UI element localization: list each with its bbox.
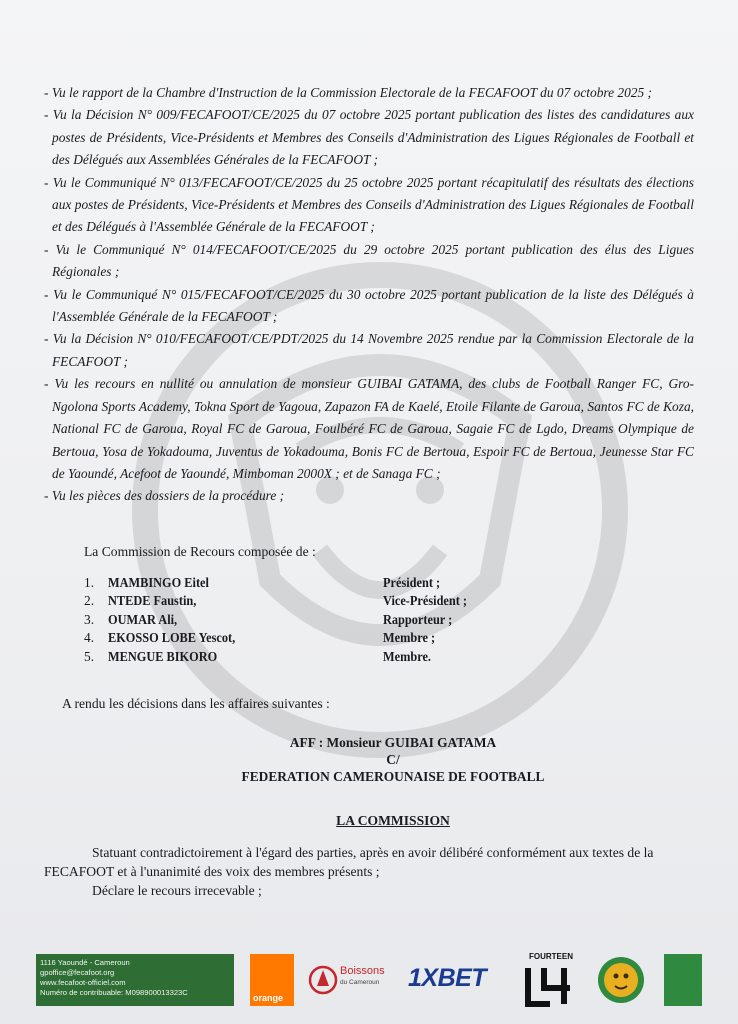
address-line: www.fecafoot-officiel.com [40, 978, 126, 987]
1xbet-logo: 1XBET [408, 964, 487, 992]
vus-list [44, 82, 694, 508]
fourteen-emblem-icon [520, 964, 582, 1008]
rendu-statement: A rendu les décisions dans les affaires suivantes : [62, 696, 330, 712]
affaire-versus: C/ [386, 752, 400, 768]
affaire-heading [92, 734, 694, 785]
member-name: MAMBINGO Eitel [108, 574, 209, 590]
orange-logo [250, 954, 294, 1006]
footer-sponsors [0, 950, 738, 1010]
member-name: EKOSSO LOBE Yescot, [108, 630, 236, 646]
vu-item: - Vu la Décision N° 009/FECAFOOT/CE/2025 du 07 octobre 2025 portant publication des listes des candidatures aux postes de Présidents, Vice-Présidents et Membres des Conseils d'Administration des Ligues Régionales de Football et des Délégués aux Assemblées Générales de la FECAFOOT ; [44, 104, 694, 171]
affaire-defendant: FEDERATION CAMEROUNAISE DE FOOTBALL [241, 769, 545, 785]
vu-item: - Vu le Communiqué N° 014/FECAFOOT/CE/2025 du 29 octobre 2025 portant publication des élus des Ligues Régionales ; [44, 239, 694, 284]
statuant-paragraph [44, 843, 694, 881]
declare-statement: Déclare le recours irrecevable ; [92, 883, 262, 899]
commission-intro: La Commission de Recours composée de : [84, 543, 316, 559]
member-number: 1. [84, 574, 95, 590]
orange-logo-text: orange [253, 993, 284, 1003]
boissons-logo [306, 954, 398, 1006]
vu-item: - Vu la Décision N° 010/FECAFOOT/CE/PDT/2025 du 14 Novembre 2025 rendue par la Commission Electorale de la FECAFOOT ; [44, 328, 694, 373]
member-name: NTEDE Faustin, [108, 593, 197, 609]
green-flag-band [664, 954, 702, 1006]
member-role: Rapporteur ; [383, 611, 453, 627]
statuant-text: Statuant contradictoirement à l'égard des parties, après en avoir délibéré conformément aux textes de la FECAFOOT et à l'unanimité des voix des membres présents ; [44, 845, 654, 880]
member-role: Vice-Président ; [383, 593, 468, 609]
member-number: 4. [84, 630, 95, 646]
vu-item: - Vu les recours en nullité ou annulation de monsieur GUIBAI GATAMA, des clubs de Football Ranger FC, Gro-Ngolona Sports Academy, Tokna Sport de Yagoua, Zapazon FA de Kaelé, Etoile Filante de Garoua, Santos FC de Koza, National FC de Garoua, Royal FC de Garoua, Foulbéré FC de Garoua, Sagaie FC de Lgdo, Dreams Olympique de Bertoua, Yosa de Yokadouma, Juventus de Yokadouma, Bonis FC de Bertoua, Espoir FC de Bertoua, Jeunesse Star FC de Yaoundé, Acefoot de Yaoundé, Mimboman 2000X ; et de Sanaga FC ; [44, 373, 694, 485]
member-role: Membre. [383, 648, 432, 664]
vu-item: - Vu le rapport de la Chambre d'Instruction de la Commission Electorale de la FECAFOOT du 07 octobre 2025 ; [44, 82, 694, 104]
member-number: 5. [84, 648, 95, 664]
address-line: Numéro de contribuable: M098900013323C [40, 988, 188, 997]
footer-address [36, 954, 234, 1006]
member-number: 3. [84, 611, 95, 627]
boissons-logo-text [340, 966, 385, 988]
fourteen-logo-text: FOURTEEN [529, 952, 573, 961]
member-row [84, 574, 694, 593]
member-name: MENGUE BIKORO [108, 648, 218, 664]
vu-item: - Vu le Communiqué N° 013/FECAFOOT/CE/2025 du 25 octobre 2025 portant récapitulatif des résultats des élections aux postes de Présidents, Vice-Présidents et Membres des Conseils d'Administration des Ligues Régionales de Football et des Délégués à l'Assemblée Générale de la FECAFOOT ; [44, 172, 694, 239]
affaire-plaintiff: AFF : Monsieur GUIBAI GATAMA [289, 735, 497, 751]
fourteen-logo [520, 952, 582, 1008]
member-row [84, 629, 694, 648]
member-row [84, 611, 694, 630]
cameroon-lion-crest-icon [596, 954, 646, 1006]
member-row [84, 648, 694, 667]
member-row [84, 592, 694, 611]
members-list [84, 574, 694, 667]
address-line: 1116 Yaoundé - Cameroun [40, 958, 130, 967]
document-body [44, 82, 694, 900]
member-role: Président ; [383, 574, 441, 590]
vu-item: - Vu les pièces des dossiers de la procédure ; [44, 485, 694, 507]
boissons-emblem-icon [308, 958, 338, 1002]
member-name: OUMAR Ali, [108, 611, 178, 627]
member-number: 2. [84, 593, 95, 609]
boissons-sub: du Cameroun [340, 979, 380, 986]
address-line: gpoffice@fecafoot.org [40, 968, 115, 977]
vu-item: - Vu le Communiqué N° 015/FECAFOOT/CE/2025 du 30 octobre 2025 portant publication de la liste des Délégués à l'Assemblée Générale de la FECAFOOT ; [44, 284, 694, 329]
boissons-name: Boissons [340, 965, 385, 977]
commission-title: LA COMMISSION [336, 813, 450, 829]
member-role: Membre ; [383, 630, 436, 646]
